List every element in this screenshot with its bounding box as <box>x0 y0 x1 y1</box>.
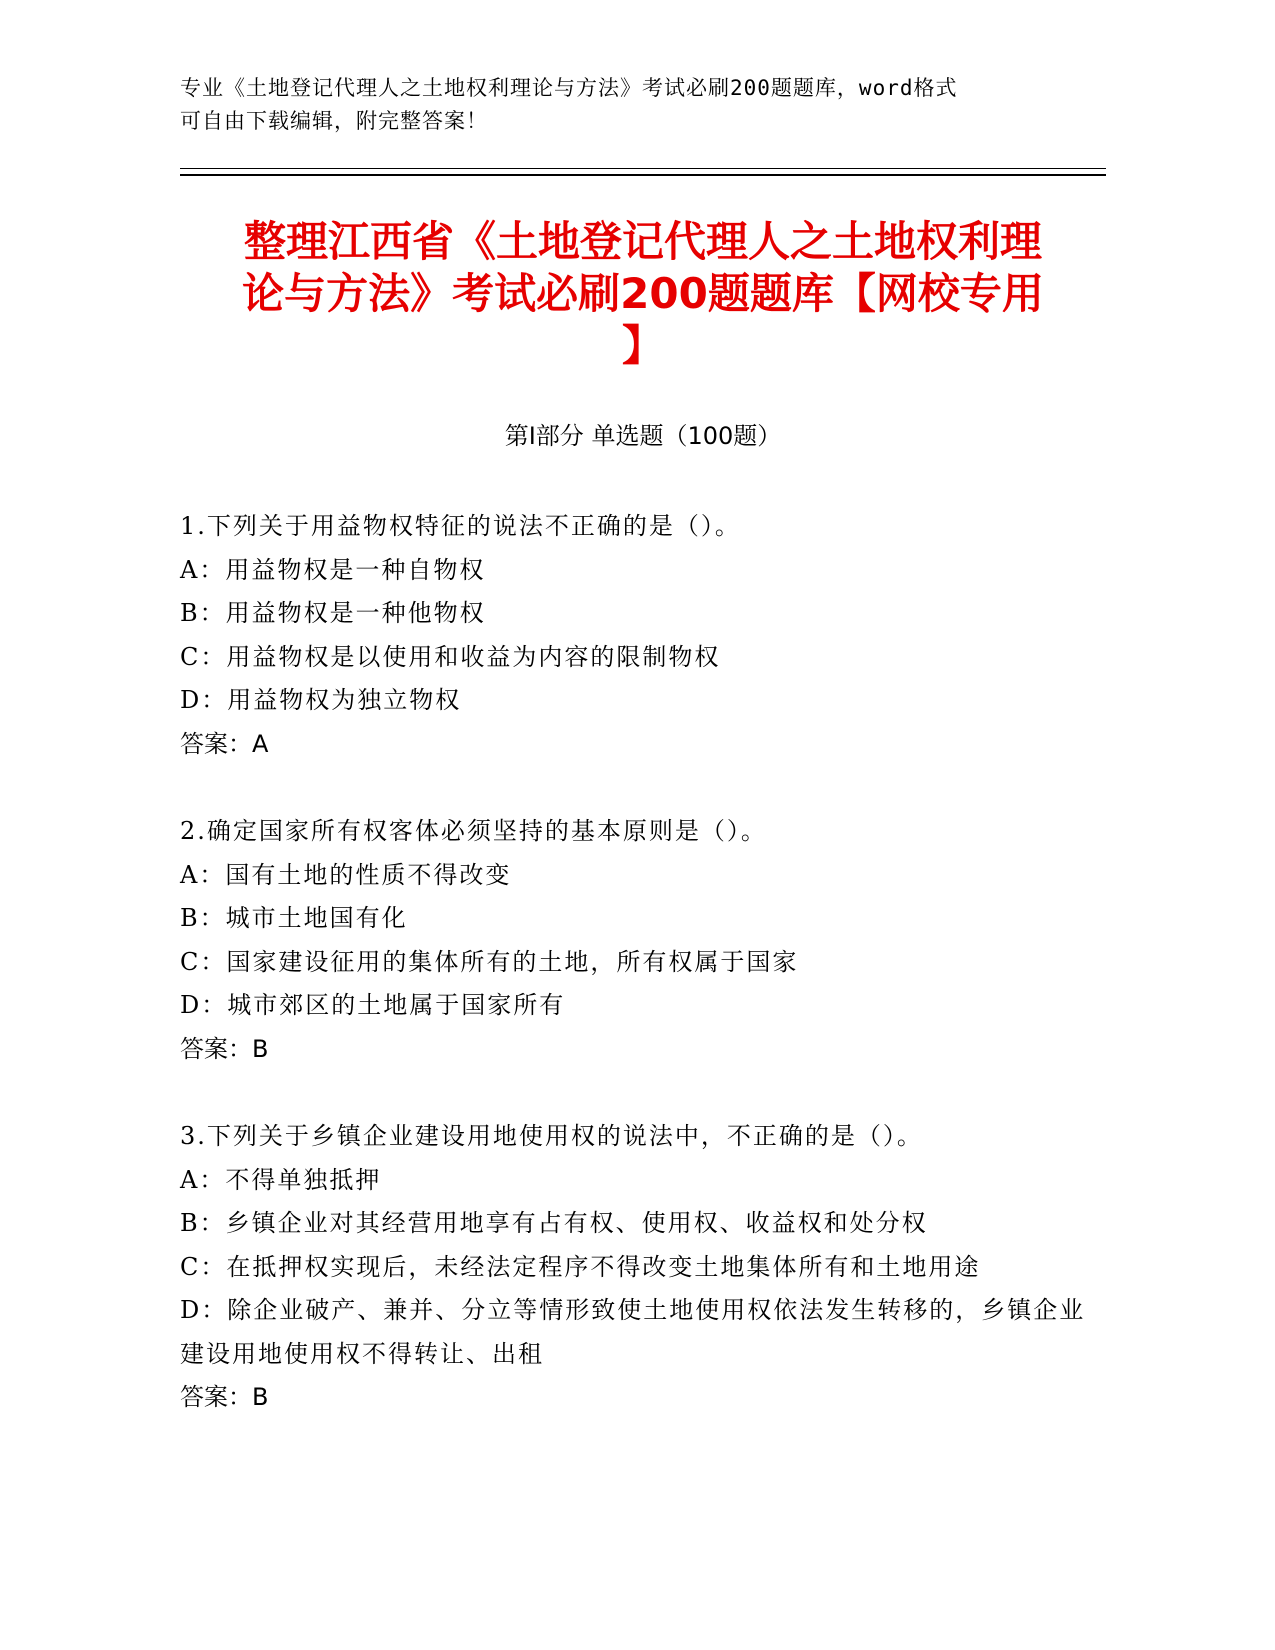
option-b: B：城市土地国有化 <box>180 904 408 932</box>
option-a: A：国有土地的性质不得改变 <box>180 860 512 889</box>
option-a: A：不得单独抵押 <box>180 1165 382 1194</box>
header-note <box>180 72 1060 138</box>
header-note-line-2: 可自由下载编辑，附完整答案！ <box>180 109 488 133</box>
answer: 答案：A <box>180 729 269 758</box>
option-c: C：国家建设征用的集体所有的土地，所有权属于国家 <box>180 947 799 976</box>
question-stem: 3.下列关于乡镇企业建设用地使用权的说法中，不正确的是（）。 <box>180 1122 923 1150</box>
header-divider-thin <box>180 168 1106 169</box>
question-stem: 2.确定国家所有权客体必须坚持的基本原则是（）。 <box>180 817 767 845</box>
question-item <box>180 810 1106 1071</box>
option-a: A：用益物权是一种自物权 <box>180 555 486 584</box>
document-title-line-2: 论与方法》考试必刷200题题库【网校专用 <box>242 269 1044 318</box>
answer: 答案：B <box>180 1034 269 1063</box>
section-heading: 第Ⅰ部分 单选题（100题） <box>504 422 782 450</box>
document-title-line-1: 整理江西省《土地登记代理人之土地权利理 <box>243 217 1042 266</box>
option-c: C：用益物权是以使用和收益为内容的限制物权 <box>180 642 721 671</box>
header-note-line-1: 专业《土地登记代理人之土地权利理论与方法》考试必刷200题题库，word格式 <box>180 76 958 100</box>
option-d: D：城市郊区的土地属于国家所有 <box>180 991 566 1019</box>
document-title <box>180 216 1106 372</box>
question-stem: 1.下列关于用益物权特征的说法不正确的是（）。 <box>180 512 741 540</box>
question-list <box>180 505 1106 1464</box>
question-item <box>180 1115 1106 1420</box>
question-item <box>180 505 1106 766</box>
option-c: C：在抵押权实现后，未经法定程序不得改变土地集体所有和土地用途 <box>180 1252 981 1281</box>
document-title-line-3: 】 <box>621 321 664 370</box>
option-b: B：用益物权是一种他物权 <box>180 599 486 627</box>
header-divider-thick <box>180 174 1106 176</box>
option-b: B：乡镇企业对其经营用地享有占有权、使用权、收益权和处分权 <box>180 1209 928 1237</box>
option-d: D：用益物权为独立物权 <box>180 686 462 714</box>
option-d: D：除企业破产、兼并、分立等情形致使土地使用权依法发生转移的，乡镇企业建设用地使用权不得转让、出租 <box>180 1296 1086 1368</box>
answer: 答案：B <box>180 1383 269 1411</box>
